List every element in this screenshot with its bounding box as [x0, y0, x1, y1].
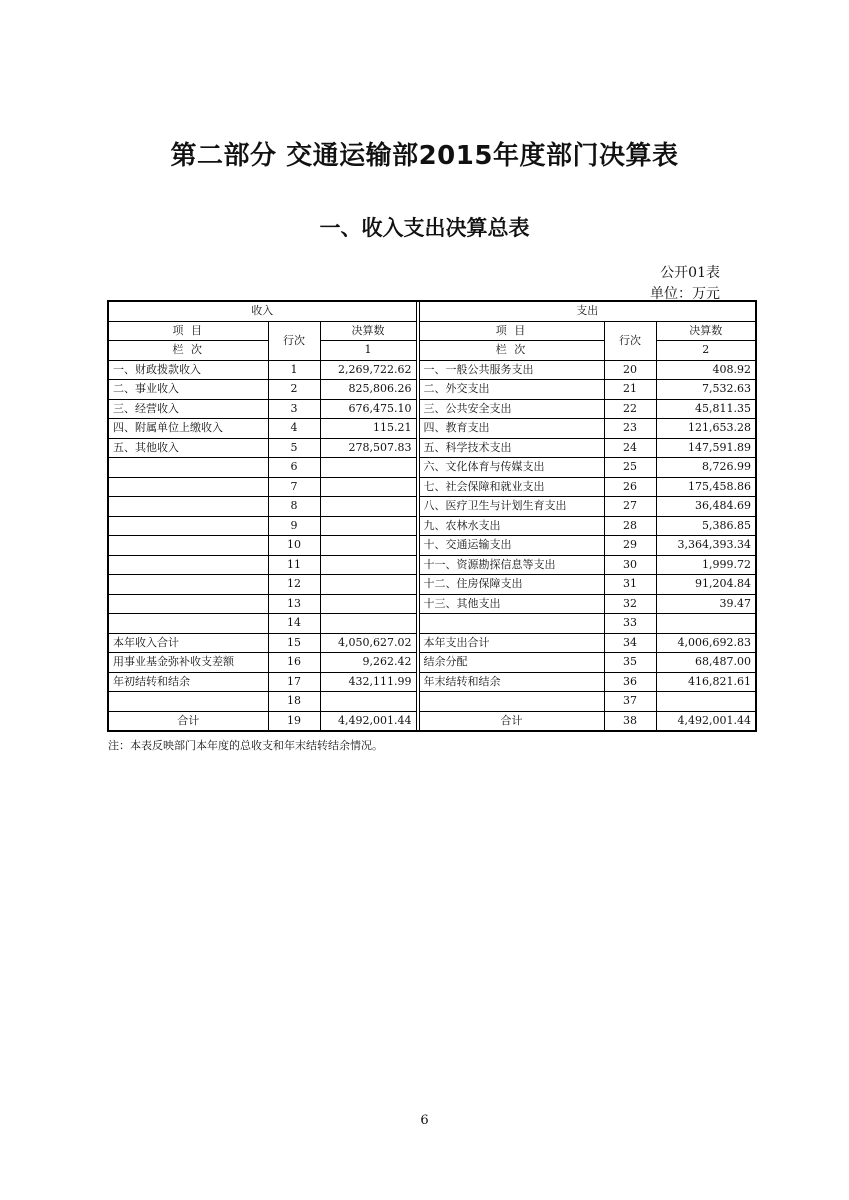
table-row — [108, 653, 756, 673]
income-row-no: 15 — [268, 633, 320, 653]
income-section-header: 收入 — [108, 301, 416, 321]
table-row — [108, 672, 756, 692]
income-total-label: 合计 — [108, 711, 268, 731]
table-row — [108, 438, 756, 458]
expense-amount-header: 决算数 — [656, 321, 756, 341]
expense-row-no: 31 — [604, 575, 656, 595]
expense-item-header: 项 目 — [419, 321, 604, 341]
income-row-no: 16 — [268, 653, 320, 673]
expense-item: 十一、资源勘探信息等支出 — [419, 555, 604, 575]
expense-amount: 147,591.89 — [656, 438, 756, 458]
expense-row-no: 36 — [604, 672, 656, 692]
income-row-no: 12 — [268, 575, 320, 595]
expense-amount: 121,653.28 — [656, 419, 756, 439]
income-amount: 115.21 — [320, 419, 416, 439]
expense-row-no: 21 — [604, 380, 656, 400]
expense-item: 一、一般公共服务支出 — [419, 360, 604, 380]
expense-item: 五、科学技术支出 — [419, 438, 604, 458]
expense-amount: 4,006,692.83 — [656, 633, 756, 653]
income-item — [108, 458, 268, 478]
expense-item — [419, 614, 604, 634]
income-amount — [320, 555, 416, 575]
income-amount: 676,475.10 — [320, 399, 416, 419]
table-note: 注：本表反映部门本年度的总收支和年末结转结余情况。 — [108, 739, 383, 752]
expense-row-no: 27 — [604, 497, 656, 517]
table-row — [108, 458, 756, 478]
income-row-no-header: 行次 — [268, 321, 320, 360]
table-title: 一、收入支出决算总表 — [319, 216, 530, 240]
income-column-header: 栏 次 — [108, 341, 268, 361]
expense-row-no: 20 — [604, 360, 656, 380]
income-amount — [320, 477, 416, 497]
expense-section-header: 支出 — [419, 301, 756, 321]
expense-row-no: 35 — [604, 653, 656, 673]
income-item: 本年收入合计 — [108, 633, 268, 653]
income-amount — [320, 594, 416, 614]
income-item — [108, 477, 268, 497]
income-row-no: 6 — [268, 458, 320, 478]
expense-item: 三、公共安全支出 — [419, 399, 604, 419]
income-row-no: 18 — [268, 692, 320, 712]
total-row — [108, 711, 756, 731]
expense-item: 四、教育支出 — [419, 419, 604, 439]
table-row — [108, 594, 756, 614]
expense-amount: 8,726.99 — [656, 458, 756, 478]
table-row — [108, 419, 756, 439]
table-row — [108, 380, 756, 400]
income-row-no: 11 — [268, 555, 320, 575]
expense-amount: 5,386.85 — [656, 516, 756, 536]
income-row-no: 10 — [268, 536, 320, 556]
expense-column-header: 栏 次 — [419, 341, 604, 361]
budget-summary-table — [107, 300, 757, 732]
table-row — [108, 516, 756, 536]
expense-total-label: 合计 — [419, 711, 604, 731]
expense-row-no: 33 — [604, 614, 656, 634]
expense-row-no: 30 — [604, 555, 656, 575]
expense-row-no: 34 — [604, 633, 656, 653]
page-number: 6 — [420, 1113, 429, 1128]
income-item — [108, 536, 268, 556]
table-row — [108, 536, 756, 556]
expense-amount: 408.92 — [656, 360, 756, 380]
expense-item: 十二、住房保障支出 — [419, 575, 604, 595]
expense-item: 八、医疗卫生与计划生育支出 — [419, 497, 604, 517]
income-amount: 4,050,627.02 — [320, 633, 416, 653]
income-item: 用事业基金弥补收支差额 — [108, 653, 268, 673]
expense-column-index: 2 — [656, 341, 756, 361]
table-row — [108, 497, 756, 517]
expense-item: 十、交通运输支出 — [419, 536, 604, 556]
income-amount — [320, 575, 416, 595]
expense-item: 结余分配 — [419, 653, 604, 673]
income-column-index: 1 — [320, 341, 416, 361]
income-amount — [320, 497, 416, 517]
expense-amount: 39.47 — [656, 594, 756, 614]
income-amount-header: 决算数 — [320, 321, 416, 341]
expense-amount: 68,487.00 — [656, 653, 756, 673]
income-row-no: 4 — [268, 419, 320, 439]
income-item-header: 项 目 — [108, 321, 268, 341]
income-item: 年初结转和结余 — [108, 672, 268, 692]
expense-row-no: 25 — [604, 458, 656, 478]
column-index-row — [108, 341, 756, 361]
income-amount: 2,269,722.62 — [320, 360, 416, 380]
expense-row-no: 29 — [604, 536, 656, 556]
income-amount: 432,111.99 — [320, 672, 416, 692]
expense-item: 七、社会保障和就业支出 — [419, 477, 604, 497]
table-row — [108, 575, 756, 595]
income-total-row-no: 19 — [268, 711, 320, 731]
expense-item: 十三、其他支出 — [419, 594, 604, 614]
income-item — [108, 497, 268, 517]
income-amount — [320, 458, 416, 478]
income-item — [108, 555, 268, 575]
income-row-no: 5 — [268, 438, 320, 458]
income-item — [108, 516, 268, 536]
income-item — [108, 614, 268, 634]
expense-amount: 416,821.61 — [656, 672, 756, 692]
expense-row-no-header: 行次 — [604, 321, 656, 360]
page-title: 第二部分 交通运输部2015年度部门决算表 — [170, 141, 679, 171]
expense-amount: 45,811.35 — [656, 399, 756, 419]
table-body — [108, 360, 756, 711]
income-item: 二、事业收入 — [108, 380, 268, 400]
income-amount — [320, 692, 416, 712]
income-amount: 9,262.42 — [320, 653, 416, 673]
expense-row-no: 22 — [604, 399, 656, 419]
table-row — [108, 555, 756, 575]
expense-amount — [656, 614, 756, 634]
income-item — [108, 575, 268, 595]
income-row-no: 2 — [268, 380, 320, 400]
table-row — [108, 360, 756, 380]
income-amount: 278,507.83 — [320, 438, 416, 458]
expense-amount: 1,999.72 — [656, 555, 756, 575]
expense-row-no: 24 — [604, 438, 656, 458]
section-header-row — [108, 301, 756, 321]
expense-row-no: 32 — [604, 594, 656, 614]
expense-row-no: 26 — [604, 477, 656, 497]
expense-amount: 91,204.84 — [656, 575, 756, 595]
expense-item: 年末结转和结余 — [419, 672, 604, 692]
income-item: 一、财政拨款收入 — [108, 360, 268, 380]
table-row — [108, 399, 756, 419]
income-row-no: 3 — [268, 399, 320, 419]
expense-row-no: 28 — [604, 516, 656, 536]
income-row-no: 9 — [268, 516, 320, 536]
expense-item — [419, 692, 604, 712]
income-item — [108, 692, 268, 712]
income-row-no: 7 — [268, 477, 320, 497]
income-item: 三、经营收入 — [108, 399, 268, 419]
income-total-amount: 4,492,001.44 — [320, 711, 416, 731]
expense-item: 本年支出合计 — [419, 633, 604, 653]
income-row-no: 13 — [268, 594, 320, 614]
expense-item: 九、农林水支出 — [419, 516, 604, 536]
income-row-no: 1 — [268, 360, 320, 380]
expense-row-no: 23 — [604, 419, 656, 439]
income-row-no: 17 — [268, 672, 320, 692]
table-number: 公开01表 — [660, 265, 720, 281]
income-item — [108, 594, 268, 614]
expense-amount: 7,532.63 — [656, 380, 756, 400]
expense-amount — [656, 692, 756, 712]
table-row — [108, 692, 756, 712]
table-row — [108, 477, 756, 497]
expense-amount: 36,484.69 — [656, 497, 756, 517]
unit-label: 单位：万元 — [650, 286, 720, 302]
expense-amount: 3,364,393.34 — [656, 536, 756, 556]
table-row — [108, 633, 756, 653]
table-row — [108, 614, 756, 634]
income-amount: 825,806.26 — [320, 380, 416, 400]
column-header-row — [108, 321, 756, 341]
income-amount — [320, 536, 416, 556]
expense-amount: 175,458.86 — [656, 477, 756, 497]
income-item: 四、附属单位上缴收入 — [108, 419, 268, 439]
income-amount — [320, 614, 416, 634]
expense-item: 二、外交支出 — [419, 380, 604, 400]
expense-total-amount: 4,492,001.44 — [656, 711, 756, 731]
income-row-no: 14 — [268, 614, 320, 634]
expense-row-no: 37 — [604, 692, 656, 712]
income-item: 五、其他收入 — [108, 438, 268, 458]
income-row-no: 8 — [268, 497, 320, 517]
expense-total-row-no: 38 — [604, 711, 656, 731]
expense-item: 六、文化体育与传媒支出 — [419, 458, 604, 478]
income-amount — [320, 516, 416, 536]
